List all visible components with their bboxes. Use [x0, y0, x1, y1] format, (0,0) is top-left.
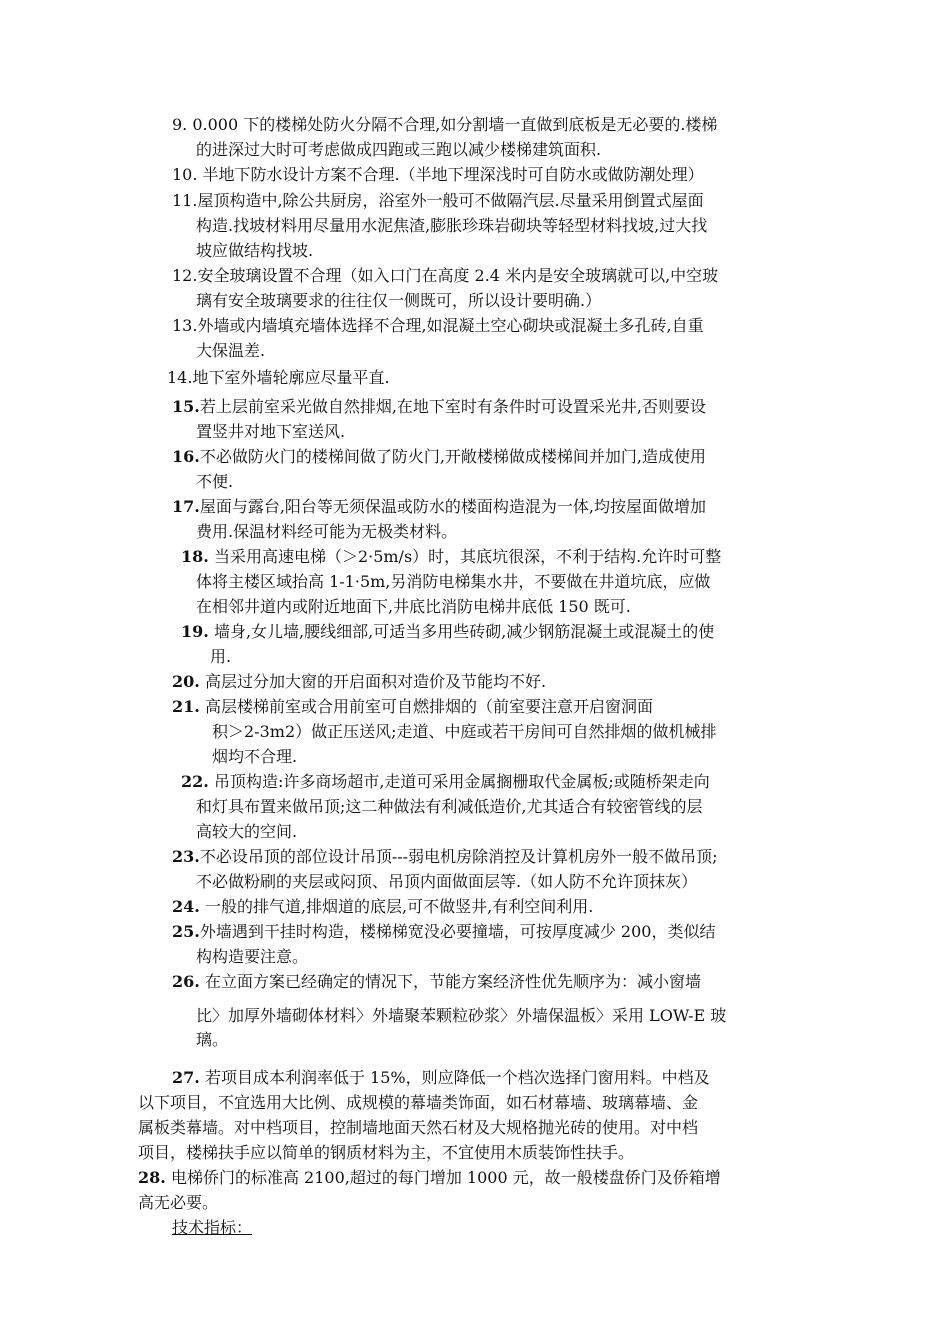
item-number: 21. — [172, 697, 200, 716]
item-text: 高层楼梯前室或合用前室可自燃排烟的（前室要注意开启窗洞面 — [204, 697, 653, 716]
item-27-line-4: 项目，楼梯扶手应以简单的钢质材料为主，不宜使用木质装饰性扶手。 — [138, 1143, 635, 1162]
item-text: 外墙或内墙填充墙体选择不合理,如混凝土空心砌块或混凝土多孔砖,自重 — [197, 316, 704, 335]
item-27-line-3: 属板类幕墙。对中档项目，控制墙地面天然石材及大规格抛光砖的使用。对中档 — [138, 1118, 699, 1137]
item-19-line-1 — [181, 620, 714, 644]
item-16-line-2: 不便. — [196, 472, 234, 491]
item-26-line-2: 比〉加厚外墙砌体材料〉外墙聚苯颗粒砂浆〉外墙保温板〉采用 LOW-E 玻 — [196, 1006, 727, 1025]
item-number: 12. — [172, 266, 198, 285]
item-9-line-2: 的进深过大时可考虑做成四跑或三跑以减少楼梯建筑面积. — [196, 140, 602, 159]
item-text: 屋面与露台,阳台等无须保温或防水的楼面构造混为一体,均按屋面做增加 — [199, 497, 707, 516]
item-number: 23. — [172, 847, 200, 866]
item-text: 屋顶构造中,除公共厨房，浴室外一般可不做隔汽层.尽量采用倒置式屋面 — [197, 191, 704, 210]
item-number: 13. — [172, 316, 198, 335]
item-number: 26. — [172, 972, 200, 991]
item-text: 不必做防火门的楼梯间做了防火门,开敞楼梯做成楼梯间并加门,造成使用 — [199, 447, 707, 466]
item-27-line-1 — [172, 1066, 710, 1090]
item-26-line-3: 璃。 — [196, 1030, 229, 1049]
item-20-line-1 — [172, 670, 546, 694]
item-24-line-1 — [172, 895, 593, 919]
item-text: 吊顶构造:许多商场超市,走道可采用金属搁栅取代金属板;或随桥架走向 — [213, 772, 710, 791]
item-23-line-2: 不必做粉刷的夹层或闷顶、吊顶内面做面层等.（如人防不允许顶抹灰） — [196, 872, 698, 891]
item-21-line-2: 积＞2-3m2）做正压送风;走道、中庭或若干房间可自然排烟的做机械排 — [212, 722, 717, 741]
item-number: 22. — [181, 772, 209, 791]
item-15-line-2: 置竖井对地下室送风. — [196, 422, 346, 441]
item-15-line-1 — [172, 395, 706, 419]
item-14-line-1 — [167, 366, 390, 390]
item-text: 一般的排气道,排烟道的底层,可不做竖井,有利空间利用. — [204, 897, 594, 916]
item-number: 18. — [181, 547, 209, 566]
item-12-line-2: 璃有安全玻璃要求的往往仅一侧既可，所以设计要明确.） — [196, 291, 602, 310]
item-16-line-1 — [172, 445, 706, 469]
item-text: 高层过分加大窗的开启面积对造价及节能均不好. — [204, 672, 547, 691]
item-13-line-2: 大保温差. — [196, 341, 266, 360]
item-22-line-2: 和灯具布置来做吊顶;这二种做法有利减低造价,尤其适合有较密管线的层 — [196, 797, 703, 816]
item-text: 若项目成本利润率低于 15%，则应降低一个档次选择门窗用料。中档及 — [204, 1068, 710, 1087]
item-22-line-1 — [181, 770, 710, 794]
item-28-line-2: 高无必要。 — [138, 1193, 219, 1212]
item-17-line-1 — [172, 495, 706, 519]
item-text: 在立面方案已经确定的情况下，节能方案经济性优先顺序为：减小窗墙 — [204, 972, 701, 991]
item-19-line-2: 用. — [210, 647, 232, 666]
item-27-line-2: 以下项目，不宜选用大比例、成规模的幕墙类饰面，如石材幕墙、玻璃幕墙、金 — [138, 1093, 699, 1112]
item-22-line-3: 高较大的空间. — [196, 822, 298, 841]
item-text: 电梯侨门的标准高 2100,超过的每门增加 1000 元，故一般楼盘侨门及侨箱增 — [170, 1168, 721, 1187]
item-11-line-2: 构造.找坡材料用尽量用水泥焦渣,膨胀珍珠岩砌块等轻型材料找坡,过大找 — [196, 216, 708, 235]
item-text: 安全玻璃设置不合理（如入口门在高度 2.4 米内是安全玻璃就可以,中空玻 — [197, 266, 719, 285]
item-9-line-1 — [172, 113, 717, 137]
item-number: 15. — [172, 397, 200, 416]
item-text: 当采用高速电梯（＞2·5m/s）时，其底坑很深，不利于结构.允许时可整 — [213, 547, 722, 566]
item-number: 9. — [172, 115, 188, 134]
item-number: 10. — [172, 165, 198, 184]
item-18-line-3: 在相邻井道内或附近地面下,井底比消防电梯井底低 150 既可. — [196, 597, 631, 616]
item-number: 17. — [172, 497, 200, 516]
item-number: 27. — [172, 1068, 200, 1087]
item-12-line-1 — [172, 264, 718, 288]
item-11-line-3: 坡应做结构找坡. — [196, 241, 314, 260]
item-18-line-2: 体将主楼区域抬高 1-1·5m,另消防电梯集水井，不要做在井道坑底，应做 — [196, 572, 711, 591]
item-number: 28. — [138, 1168, 166, 1187]
item-25-line-1 — [172, 920, 715, 944]
item-26-line-1 — [172, 970, 701, 994]
item-28-line-1 — [138, 1166, 721, 1190]
item-number: 24. — [172, 897, 200, 916]
item-number: 20. — [172, 672, 200, 691]
item-number: 19. — [181, 622, 209, 641]
item-number: 25. — [172, 922, 200, 941]
item-25-line-2: 构构造要注意。 — [196, 947, 309, 966]
item-text: 地下室外墙轮廓应尽量平直. — [192, 368, 390, 387]
item-21-line-3: 烟均不合理. — [212, 747, 298, 766]
item-text: 外墙遇到干挂时构造，楼梯梯宽没必要撞墙，可按厚度减少 200，类似结 — [199, 922, 716, 941]
item-text: 墙身,女儿墙,腰线细部,可适当多用些砖砌,减少钢筋混凝土或混凝土的使 — [213, 622, 715, 641]
item-text: 0.000 下的楼梯处防火分隔不合理,如分割墙一直做到底板是无必要的.楼梯 — [192, 115, 718, 134]
item-10-line-1 — [172, 163, 704, 187]
item-number: 11. — [172, 191, 198, 210]
item-number: 16. — [172, 447, 200, 466]
item-17-line-2: 费用.保温材料经可能为无极类材料。 — [196, 522, 458, 541]
item-21-line-1 — [172, 695, 653, 719]
item-11-line-1 — [172, 189, 704, 213]
item-number: 14. — [167, 368, 193, 387]
item-text: 若上层前室采光做自然排烟,在地下室时有条件时可设置采光井,否则要设 — [199, 397, 707, 416]
item-text: 不必设吊顶的部位设计吊顶---弱电机房除消控及计算机房外一般不做吊顶; — [199, 847, 718, 866]
item-13-line-1 — [172, 314, 704, 338]
item-text: 半地下防水设计方案不合理.（半地下埋深浅时可自防水或做防潮处理） — [202, 165, 704, 184]
item-23-line-1 — [172, 845, 717, 869]
technical-indicators-heading: 技术指标： — [172, 1218, 253, 1237]
item-18-line-1 — [181, 545, 721, 569]
